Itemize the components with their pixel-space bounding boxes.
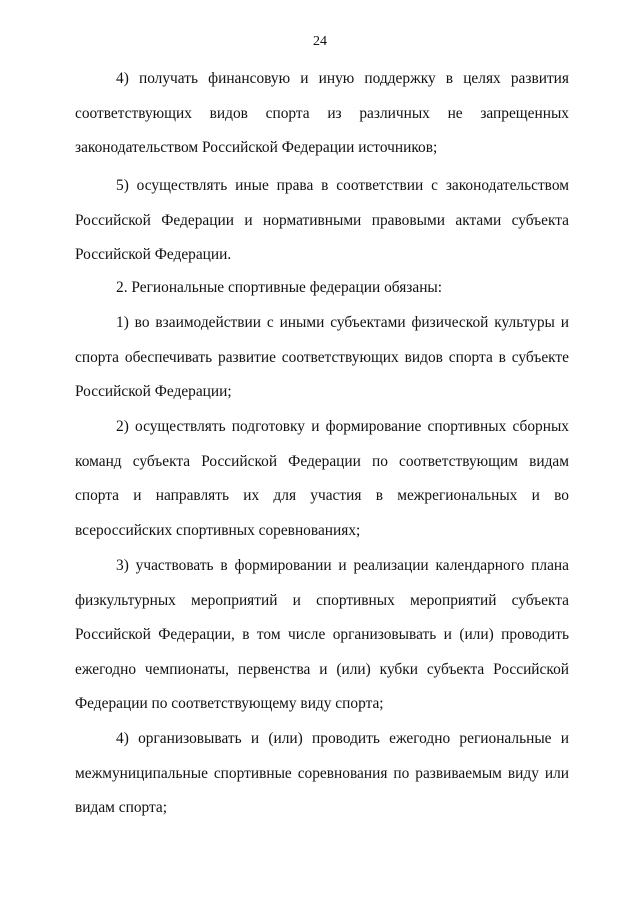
paragraph-item-5-other-rights: 5) осуществлять иные права в соответствии с законодательством Российской Федерации и нормативными правовыми актами субъекта Российской Федерации. bbox=[75, 177, 569, 264]
paragraph-section-2-heading: 2. Региональные спортивные федерации обязаны: bbox=[116, 279, 443, 296]
paragraph-duty-4-competitions: 4) организовывать и (или) проводить ежегодно региональные и межмуниципальные спортивные соревнования по развиваемым виду или видам спорта; bbox=[75, 730, 569, 817]
page-number: 24 bbox=[313, 34, 327, 49]
paragraph-duty-3-calendar-plan: 3) участвовать в формировании и реализации календарного плана физкультурных мероприятий и спортивных мероприятий субъекта Российской Федерации, в том числе организовывать и (или) проводить ежегодно чемпионаты, первенства и (или) кубки субъекта Российской Федерации по соответствующему виду спорта; bbox=[75, 557, 569, 713]
paragraph-duty-2-national-teams: 2) осуществлять подготовку и формирование спортивных сборных команд субъекта Российской Федерации по соответствующим видам спорта и направлять их для участия в межрегиональных и во всероссийских спортивных соревнованиях; bbox=[75, 418, 569, 539]
paragraph-duty-1-development: 1) во взаимодействии с иными субъектами физической культуры и спорта обеспечивать развитие соответствующих видов спорта в субъекте Российской Федерации; bbox=[75, 314, 569, 401]
paragraph-item-4-financial-support: 4) получать финансовую и иную поддержку в целях развития соответствующих видов спорта из различных не запрещенных законодательством Российской Федерации источников; bbox=[75, 70, 569, 157]
